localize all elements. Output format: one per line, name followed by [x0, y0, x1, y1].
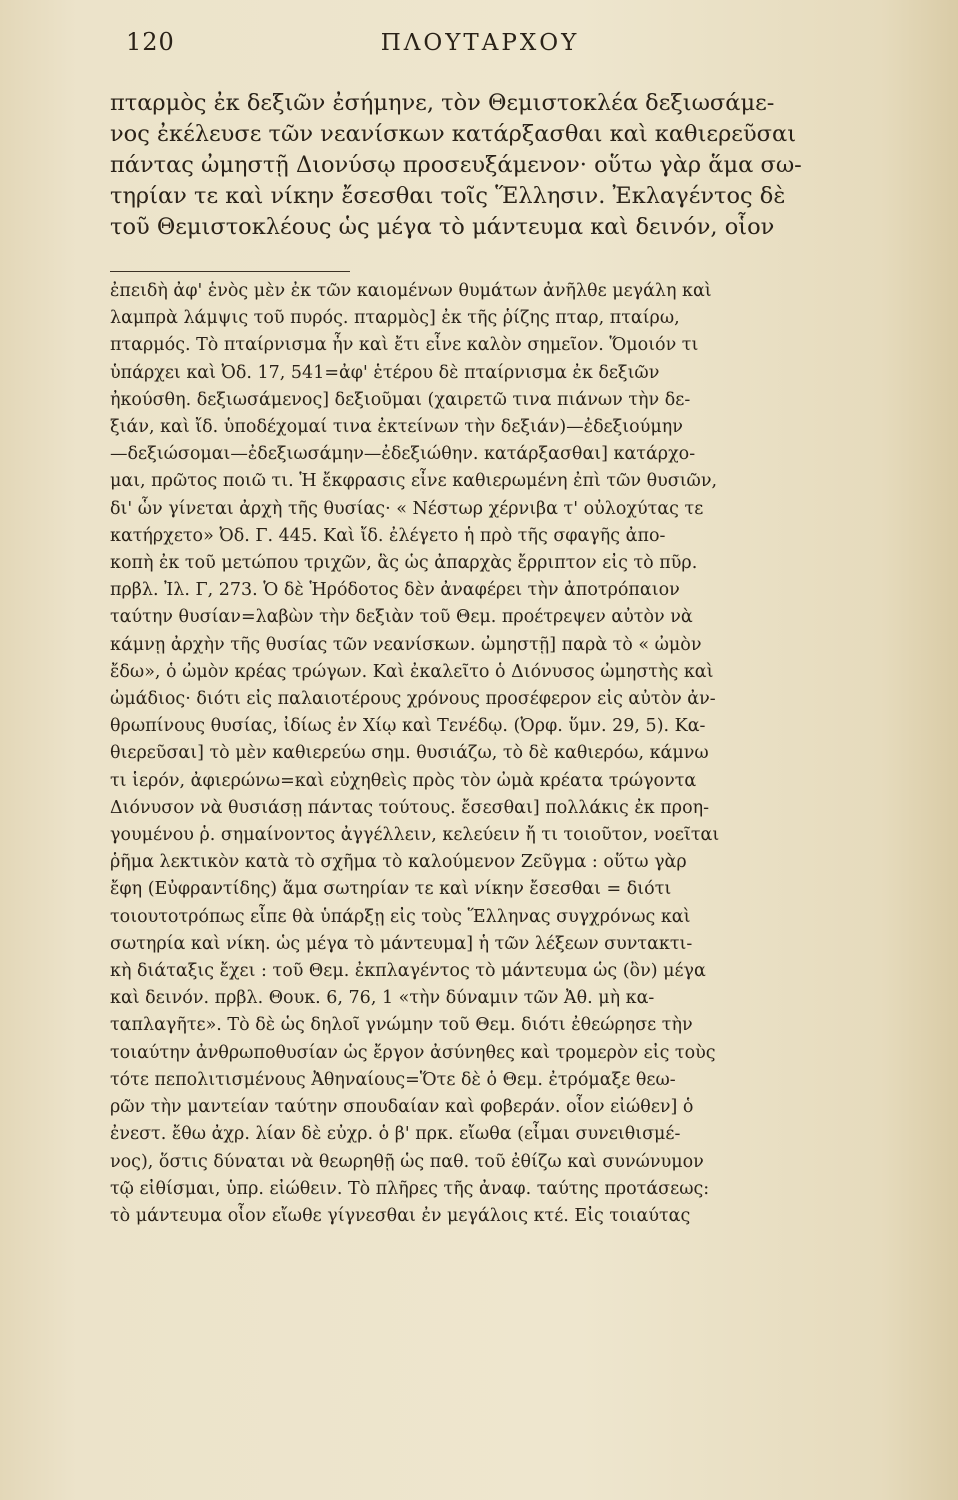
page-number: 120	[126, 28, 175, 56]
footnote-divider	[110, 271, 350, 272]
running-title: ΠΛΟΥΤΑΡΧΟΥ	[380, 30, 580, 56]
main-text: πταρμὸς ἐκ δεξιῶν ἐσήμηνε, τὸν Θεμιστοκλέα δεξιωσάμε- νος ἐκέλευσε τῶν νεανίσκων κατάρξασθαι καὶ καθιερεῦσαι πάντας ὠμηστῇ Διονύσῳ προσευξάμενον· οὕτω γὰρ ἅμα σω- τηρίαν τε καὶ νίκην ἔσεσθαι τοῖς Ἕλλησιν. Ἐκλαγέντος δὲ τοῦ Θεμιστοκλέους ὡς μέγα τὸ μάντευμα καὶ δεινόν, οἷον	[110, 90, 802, 240]
page-header	[110, 28, 850, 68]
commentary-notes: ἐπειδὴ ἀφ' ἑνὸς μὲν ἐκ τῶν καιομένων θυμάτων ἀνῆλθε μεγάλη καὶ λαμπρὰ λάμψις τοῦ πυρός. πταρμὸς] ἐκ τῆς ῥίζης πταρ, πταίρω, πταρμός. Τὸ πταίρνισμα ἦν καὶ ἔτι εἶνε καλὸν σημεῖον. Ὅμοιόν τι ὑπάρχει καὶ Ὀδ. 17, 541=ἀφ' ἑτέρου δὲ πταίρνισμα ἐκ δεξιῶν ἠκούσθη. δεξιωσάμενος] δεξιοῦμαι (χαιρετῶ τινα πιάνων τὴν δε- ξιάν, καὶ ἴδ. ὑποδέχομαί τινα ἐκτείνων τὴν δεξιάν)—ἐδεξιούμην —δεξιώσομαι—ἐδεξιωσάμην—ἐδεξιώθην. κατάρξασθαι] κατάρχο- μαι, πρῶτος ποιῶ τι. Ἡ ἔκφρασις εἶνε καθιερωμένη ἐπὶ τῶν θυσιῶν, δι' ὧν γίνεται ἀρχὴ τῆς θυσίας· « Νέστωρ χέρνιβα τ' οὐλοχύτας τε κατήρχετο» Ὀδ. Γ. 445. Καὶ ἴδ. ἐλέγετο ἡ πρὸ τῆς σφαγῆς ἀπο- κοπὴ ἐκ τοῦ μετώπου τριχῶν, ἃς ὡς ἀπαρχὰς ἔρριπτον εἰς τὸ πῦρ. πρβλ. Ἰλ. Γ, 273. Ὁ δὲ Ἡρόδοτος δὲν ἀναφέρει τὴν ἀποτρόπαιον ταύτην θυσίαν=λαβὼν τὴν δεξιὰν τοῦ Θεμ. προέτρεψεν αὐτὸν νὰ κάμνῃ ἀρχὴν τῆς θυσίας τῶν νεανίσκων. ὠμηστῇ] παρὰ τὸ « ὠμὸν ἔδω», ὁ ὠμὸν κρέας τρώγων. Καὶ ἐκαλεῖτο ὁ Διόνυσος ὠμηστὴς καὶ ὠμάδιος· διότι εἰς παλαιοτέρους χρόνους προσέφερον εἰς αὐτὸν ἀν- θρωπίνους θυσίας, ἰδίως ἐν Χίῳ καὶ Τενέδῳ. (Ὀρφ. ὕμν. 29, 5). Κα- θιερεῦσαι] τὸ μὲν καθιερεύω σημ. θυσιάζω, τὸ δὲ καθιερόω, κάμνω τι ἱερόν, ἀφιερώνω=καὶ εὐχηθεὶς πρὸς τὸν ὠμὰ κρέατα τρώγοντα Διόνυσον νὰ θυσιάσῃ πάντας τούτους. ἔσεσθαι] πολλάκις ἐκ προη- γουμένου ῥ. σημαίνοντος ἀγγέλλειν, κελεύειν ἤ τι τοιοῦτον, νοεῖται ῥῆμα λεκτικὸν κατὰ τὸ σχῆμα τὸ καλούμενον Ζεῦγμα : οὕτω γὰρ ἔφη (Εὐφραντίδης) ἅμα σωτηρίαν τε καὶ νίκην ἔσεσθαι = διότι τοιουτοτρόπως εἶπε θὰ ὑπάρξῃ εἰς τοὺς Ἕλληνας συγχρόνως καὶ σωτηρία καὶ νίκη. ὡς μέγα τὸ μάντευμα] ἡ τῶν λέξεων συντακτι- κὴ διάταξις ἔχει : τοῦ Θεμ. ἐκπλαγέντος τὸ μάντευμα ὡς (ὂν) μέγα καὶ δεινόν. πρβλ. Θουκ. 6, 76, 1 «τὴν δύναμιν τῶν Ἀθ. μὴ κα- ταπλαγῆτε». Τὸ δὲ ὡς δηλοῖ γνώμην τοῦ Θεμ. διότι ἐθεώρησε τὴν τοιαύτην ἀνθρωποθυσίαν ὡς ἔργον ἀσύνηθες καὶ τρομερὸν εἰς τοὺς τότε πεπολιτισμένους Ἀθηναίους=Ὅτε δὲ ὁ Θεμ. ἐτρόμαξε θεω- ρῶν τὴν μαντείαν ταύτην σπουδαίαν καὶ φοβεράν. οἷον εἰώθεν] ὁ ἐνεστ. ἔθω ἀχρ. λίαν δὲ εὐχρ. ὁ β' πρκ. εἴωθα (εἶμαι συνειθισμέ- νος), ὅστις δύναται νὰ θεωρηθῇ ὡς παθ. τοῦ ἐθίζω καὶ συνώνυμον τῷ εἰθίσμαι, ὑπρ. εἰώθειν. Τὸ πλῆρες τῆς ἀναφ. ταύτης προτάσεως: τὸ μάντευμα οἷον εἴωθε γίγνεσθαι ἐν μεγάλοις κτέ. Εἰς τοιαύτας	[110, 281, 720, 1226]
